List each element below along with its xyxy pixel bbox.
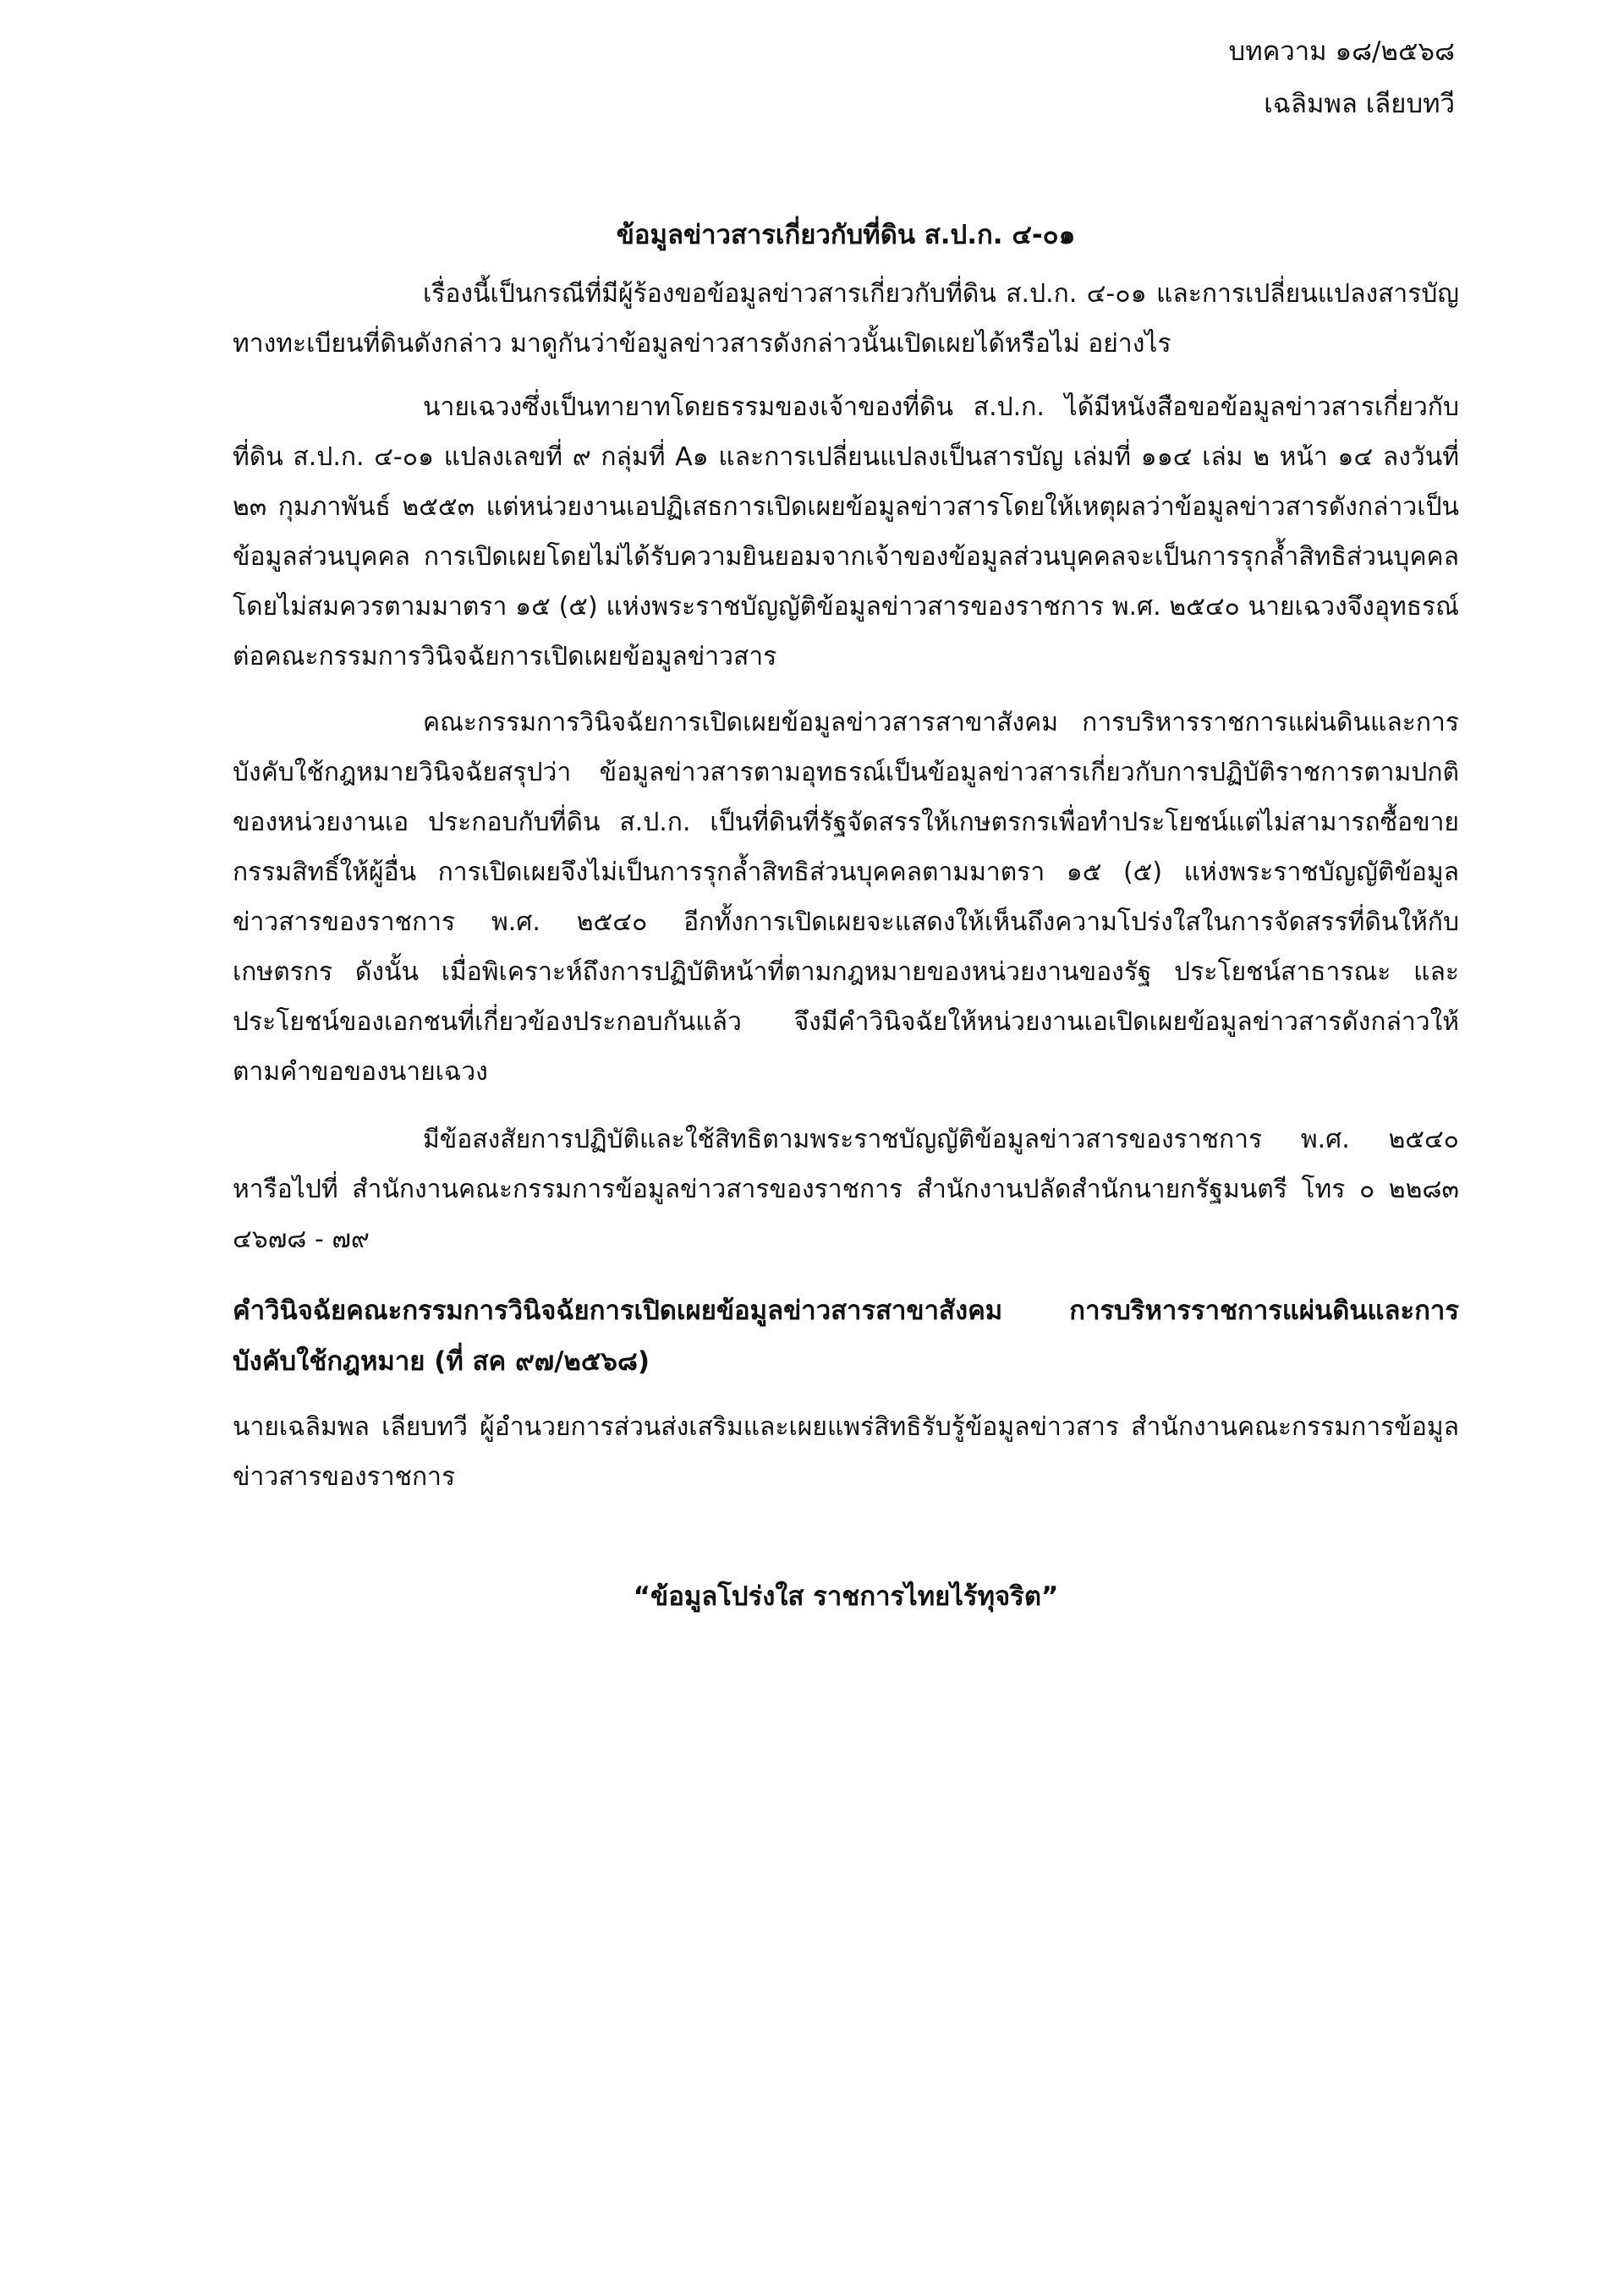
paragraph-intro [233,269,1459,369]
paragraph-text: เรื่องนี้เป็นกรณีที่มีผู้ร้องขอข้อมูลข่าวสารเกี่ยวกับที่ดิน ส.ป.ก. ๔-๐๑ และการเปลี่ยนแปลงสารบัญทางทะเบียนที่ดินดังกล่าว มาดูกันว่าข้อมูลข่าวสารดังกล่าวนั้นเปิดเผยได้หรือไม่ อย่างไร [233,279,1459,359]
slogan: “ข้อมูลโปร่งใส ราชการไทยไร้ทุจริต” [633,1581,1059,1612]
paragraph-text: มีข้อสงสัยการปฏิบัติและใช้สิทธิตามพระราชบัญญัติข้อมูลข่าวสารของราชการ พ.ศ. ๒๕๔๐ หารือไปที่ สำนักงานคณะกรรมการข้อมูลข่าวสารของราชการ สำนักงานปลัดสำนักนายกรัฐมนตรี โทร ๐ ๒๒๘๓ ๔๖๗๘ - ๗๙ [233,1125,1459,1254]
paragraph-ruling [233,698,1459,1097]
author-name: เฉลิมพล เลียบทวี [1264,89,1455,119]
decision-author: นายเฉลิมพล เลียบทวี ผู้อำนวยการส่วนส่งเสริมและเผยแพร่สิทธิรับรู้ข้อมูลข่าวสาร สำนักงานคณะกรรมการข้อมูลข่าวสารของราชการ [233,1412,1459,1492]
paragraph-facts [233,382,1459,682]
article-header [1229,25,1455,130]
decision-title: คำวินิจฉัยคณะกรรมการวินิจฉัยการเปิดเผยข้อมูลข่าวสารสาขาสังคม การบริหารราชการแผ่นดินและการบังคับใช้กฎหมาย (ที่ สค ๙๗/๒๕๖๘) [233,1296,1459,1377]
paragraph-text: คณะกรรมการวินิจฉัยการเปิดเผยข้อมูลข่าวสารสาขาสังคม การบริหารราชการแผ่นดินและการบังคับใช้กฎหมายวินิจฉัยสรุปว่า ข้อมูลข่าวสารตามอุทธรณ์เป็นข้อมูลข่าวสารเกี่ยวกับการปฏิบัติราชการตามปกติของหน่วยงานเอ ประกอบกับที่ดิน ส.ป.ก. เป็นที่ดินที่รัฐจัดสรรให้เกษตรกรเพื่อทำประโยชน์แต่ไม่สามารถซื้อขายกรรมสิทธิ์ให้ผู้อื่น การเปิดเผยจึงไม่เป็นการรุกล้ำสิทธิส่วนบุคคลตามมาตรา ๑๕ (๕) แห่งพระราชบัญญัติข้อมูลข่าวสารของราชการ พ.ศ. ๒๕๔๐ อีกทั้งการเปิดเผยจะแสดงให้เห็นถึงความโปร่งใสในการจัดสรรที่ดินให้กับเกษตรกร ดังนั้น เมื่อพิเคราะห์ถึงการปฏิบัติหน้าที่ตามกฎหมายของหน่วยงานของรัฐ ประโยชน์สาธารณะ และประโยชน์ของเอกชนที่เกี่ยวข้องประกอบกันแล้ว จึงมีคำวินิจฉัยให้หน่วยงานเอเปิดเผยข้อมูลข่าวสารดังกล่าวให้ตามคำขอของนายเฉวง [233,708,1459,1087]
article-number: บทความ ๑๘/๒๕๖๘ [1228,36,1455,67]
paragraph-contact [233,1115,1459,1264]
document-title: ข้อมูลข่าวสารเกี่ยวกับที่ดิน ส.ป.ก. ๔-๐๑ [616,220,1076,250]
paragraph-text: นายเฉวงซึ่งเป็นทายาทโดยธรรมของเจ้าของที่ดิน ส.ป.ก. ได้มีหนังสือขอข้อมูลข่าวสารเกี่ยวกับที่ดิน ส.ป.ก. ๔-๐๑ แปลงเลขที่ ๙ กลุ่มที่ A๑ และการเปลี่ยนแปลงเป็นสารบัญ เล่มที่ ๑๑๔ เล่ม ๒ หน้า ๑๔ ลงวันที่ ๒๓ กุมภาพันธ์ ๒๕๕๓ แต่หน่วยงานเอปฏิเสธการเปิดเผยข้อมูลข่าวสารโดยให้เหตุผลว่าข้อมูลข่าวสารดังกล่าวเป็นข้อมูลส่วนบุคคล การเปิดเผยโดยไม่ได้รับความยินยอมจากเจ้าของข้อมูลส่วนบุคคลจะเป็นการรุกล้ำสิทธิส่วนบุคคลโดยไม่สมควรตามมาตรา ๑๕ (๕) แห่งพระราชบัญญัติข้อมูลข่าวสารของราชการ พ.ศ. ๒๕๔๐ นายเฉวงจึงอุทธรณ์ต่อคณะกรรมการวินิจฉัยการเปิดเผยข้อมูลข่าวสาร [233,392,1459,671]
